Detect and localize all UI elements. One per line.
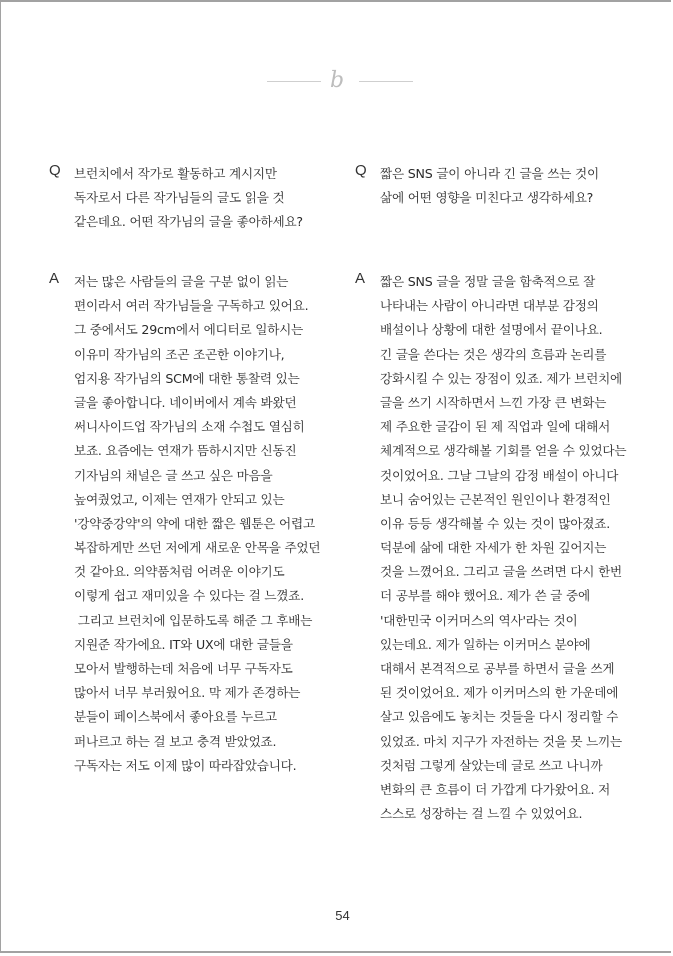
text-line: 구독자는 저도 이제 많이 따라잡았습니다. [74,757,297,773]
text-line: 된 것이었어요. 제가 이커머스의 한 가운데에 [380,685,619,701]
text-line: 더 공부를 해야 했어요. 제가 쓴 글 중에 [380,588,590,604]
text-line: 것처럼 그렇게 살았는데 글로 쓰고 나니까 [380,757,603,773]
text-line: 그리고 브런치에 입문하도록 해준 그 후배는 [74,612,313,628]
question-marker: Q [355,162,367,179]
text-line: 그 중에서도 29cm에서 에디터로 일하시는 [74,322,304,338]
text-line: 대해서 본격적으로 공부를 하면서 글을 쓰게 [380,661,615,676]
ornament-rule-left [267,81,321,82]
answer-marker: A [49,270,60,287]
answer-text [380,270,626,826]
text-line: 있는데요. 제가 일하는 이커머스 분야에 [380,636,591,652]
text-line: 높여줬었고, 이제는 연재가 안되고 있는 [74,491,285,507]
ornament-glyph-icon: b [330,68,345,93]
text-line: 스스로 성장하는 걸 느낄 수 있었어요. [380,806,583,822]
text-line: 보니 숨어있는 근본적인 원인이나 환경적인 [380,491,611,507]
text-line: 있었죠. 마치 지구가 자전하는 것을 못 느끼는 [380,733,623,749]
text-line: 엄지용 작가님의 SCM에 대한 통찰력 있는 [74,370,300,386]
text-line: 지원준 작가에요. IT와 UX에 대한 글들을 [74,636,293,652]
text-line: 것을 느꼈어요. 그리고 글을 쓰려면 다시 한번 [380,564,623,580]
page-number: 54 [335,908,350,923]
text-line: 이렇게 쉽고 재미있을 수 있다는 걸 느꼈죠. [74,588,305,604]
text-line: 짧은 SNS 글이 아니라 긴 글을 쓰는 것이 [380,166,599,181]
text-line: 독자로서 다른 작가님들의 글도 읽을 것 [74,190,285,206]
text-line: 많아서 너무 부러웠어요. 막 제가 존경하는 [74,685,301,701]
answer-marker: A [355,270,366,287]
text-line: 변화의 큰 흐름이 더 가깝게 다가왔어요. 저 [380,781,611,797]
text-line: 브런치에서 작가로 활동하고 계시지만 [74,166,277,181]
ornament-rule-right [359,81,413,82]
question-marker: Q [49,162,61,179]
text-line: 덕분에 삶에 대한 자세가 한 차원 깊어지는 [380,540,607,556]
text-line: 이유미 작가님의 조곤 조곤한 이야기나, [74,346,285,362]
text-line: 복잡하게만 쓰던 저에게 새로운 안목을 주었던 [74,540,321,556]
text-line: 저는 많은 사람들의 글을 구분 없이 읽는 [74,274,289,289]
text-line: 기자님의 채널은 글 쓰고 싶은 마음을 [74,467,273,483]
answer-text [74,270,320,778]
text-line: 삶에 어떤 영향을 미친다고 생각하세요? [380,190,594,206]
text-line: 제 주요한 글감이 된 제 직업과 일에 대해서 [380,419,611,435]
text-line: '대한민국 이커머스의 역사'라는 것이 [380,612,578,628]
header-ornament [267,70,413,96]
text-line: 살고 있음에도 놓치는 것들을 다시 정리할 수 [380,709,619,725]
text-line: 긴 글을 쓴다는 것은 생각의 흐름과 논리를 [380,346,607,362]
text-line: 체계적으로 생각해볼 기회를 얻을 수 있었다는 [380,443,627,459]
text-line: 편이라서 여러 작가님들을 구독하고 있어요. [74,298,309,314]
text-line: 배설이나 상황에 대한 설명에서 끝이나요. [380,322,603,338]
text-line: 것이었어요. 그날 그날의 감정 배설이 아니다 [380,467,619,483]
question-text [74,162,303,235]
text-line: 써니사이드업 작가님의 소재 수첩도 열심히 [74,419,305,435]
text-line: 글을 쓰기 시작하면서 느낀 가장 큰 변화는 [380,394,607,410]
question-text [380,162,599,210]
text-line: 짧은 SNS 글을 정말 글을 함축적으로 잘 [380,274,596,289]
text-line: 이유 등등 생각해볼 수 있는 것이 많아졌죠. [380,515,611,531]
text-line: 보죠. 요즘에는 연재가 뜸하시지만 신동진 [74,443,297,459]
text-line: 모아서 발행하는데 처음에 너무 구독자도 [74,661,293,676]
text-line: 분들이 페이스북에서 좋아요를 누르고 [74,709,277,725]
text-line: 것 같아요. 의약품처럼 어려운 이야기도 [74,564,285,580]
text-line: 나타내는 사람이 아니라면 대부분 감정의 [380,298,599,314]
text-line: 글을 좋아합니다. 네이버에서 계속 봐왔던 [74,394,297,410]
text-line: '강약중강약'의 약에 대한 짧은 웹툰은 어렵고 [74,515,315,531]
text-line: 강화시킬 수 있는 장점이 있죠. 제가 브런치에 [380,370,623,386]
text-line: 같은데요. 어떤 작가님의 글을 좋아하세요? [74,214,303,230]
text-line: 퍼나르고 하는 걸 보고 충격 받았었죠. [74,733,277,749]
